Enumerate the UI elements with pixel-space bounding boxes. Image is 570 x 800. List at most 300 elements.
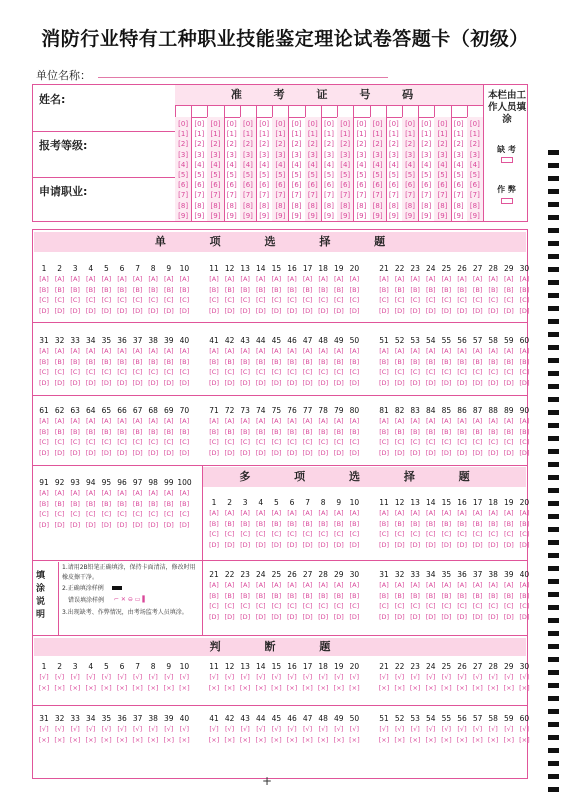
- answer-bubble[interactable]: [B]: [394, 357, 405, 366]
- answer-bubble[interactable]: [A]: [457, 417, 467, 425]
- answer-bubble[interactable]: [B]: [179, 427, 190, 436]
- answer-bubble[interactable]: [√]: [101, 673, 111, 681]
- digit-bubble[interactable]: [1]: [388, 130, 399, 139]
- answer-bubble[interactable]: [D]: [163, 378, 174, 387]
- answer-bubble[interactable]: [B]: [441, 285, 452, 294]
- answer-bubble[interactable]: [A]: [394, 509, 405, 517]
- answer-bubble[interactable]: [×]: [317, 683, 329, 692]
- digit-bubble[interactable]: [0]: [437, 120, 448, 128]
- answer-bubble[interactable]: [D]: [488, 448, 499, 457]
- answer-bubble[interactable]: [A]: [488, 509, 498, 517]
- digit-bubble[interactable]: [0]: [178, 120, 189, 128]
- answer-bubble[interactable]: [C]: [209, 438, 219, 446]
- digit-bubble[interactable]: [6]: [307, 181, 318, 190]
- answer-bubble[interactable]: [D]: [349, 448, 360, 457]
- answer-bubble[interactable]: [D]: [488, 378, 499, 387]
- answer-bubble[interactable]: [A]: [271, 347, 282, 355]
- answer-bubble[interactable]: [C]: [410, 296, 420, 304]
- answer-bubble[interactable]: [√]: [302, 725, 313, 733]
- answer-bubble[interactable]: [D]: [425, 306, 436, 315]
- answer-bubble[interactable]: [×]: [333, 735, 345, 744]
- answer-bubble[interactable]: [A]: [302, 347, 313, 355]
- digit-bubble[interactable]: [3]: [356, 150, 367, 159]
- digit-bubble[interactable]: [8]: [194, 201, 205, 210]
- answer-bubble[interactable]: [D]: [85, 306, 96, 315]
- digit-bubble[interactable]: [2]: [372, 140, 383, 149]
- answer-bubble[interactable]: [C]: [224, 438, 235, 446]
- digit-bubble[interactable]: [0]: [242, 120, 253, 128]
- answer-bubble[interactable]: [×]: [239, 735, 251, 744]
- answer-bubble[interactable]: [C]: [472, 368, 483, 376]
- digit-bubble[interactable]: [6]: [469, 181, 480, 190]
- digit-bubble[interactable]: [4]: [388, 160, 399, 169]
- digit-bubble[interactable]: [2]: [226, 140, 237, 149]
- answer-bubble[interactable]: [√]: [426, 673, 436, 681]
- answer-bubble[interactable]: [C]: [302, 530, 313, 538]
- answer-bubble[interactable]: [B]: [256, 357, 266, 366]
- answer-bubble[interactable]: [C]: [117, 510, 127, 518]
- answer-bubble[interactable]: [C]: [394, 530, 405, 538]
- answer-bubble[interactable]: [C]: [379, 602, 389, 610]
- answer-bubble[interactable]: [A]: [70, 489, 80, 497]
- digit-bubble[interactable]: [8]: [324, 201, 334, 210]
- answer-bubble[interactable]: [×]: [224, 683, 235, 692]
- digit-bubble[interactable]: [7]: [405, 191, 415, 200]
- answer-bubble[interactable]: [C]: [349, 438, 360, 446]
- answer-bubble[interactable]: [D]: [519, 378, 530, 387]
- digit-bubble[interactable]: [2]: [210, 140, 221, 149]
- answer-bubble[interactable]: [D]: [271, 378, 282, 387]
- answer-bubble[interactable]: [A]: [349, 275, 360, 283]
- digit-bubble[interactable]: [7]: [194, 191, 205, 200]
- digit-bubble[interactable]: [2]: [469, 140, 480, 149]
- answer-bubble[interactable]: [D]: [271, 448, 282, 457]
- answer-bubble[interactable]: [D]: [519, 306, 530, 315]
- answer-bubble[interactable]: [C]: [488, 530, 498, 538]
- answer-bubble[interactable]: [A]: [349, 509, 360, 517]
- answer-bubble[interactable]: [B]: [54, 499, 65, 508]
- answer-bubble[interactable]: [A]: [334, 581, 344, 589]
- answer-bubble[interactable]: [C]: [148, 368, 158, 376]
- answer-bubble[interactable]: [B]: [410, 591, 420, 600]
- answer-bubble[interactable]: [A]: [164, 417, 174, 425]
- answer-bubble[interactable]: [A]: [349, 581, 360, 589]
- answer-bubble[interactable]: [A]: [256, 275, 266, 283]
- answer-bubble[interactable]: [B]: [224, 591, 235, 600]
- answer-bubble[interactable]: [A]: [287, 417, 297, 425]
- answer-bubble[interactable]: [D]: [132, 306, 143, 315]
- digit-bubble[interactable]: [1]: [307, 130, 318, 139]
- answer-bubble[interactable]: [D]: [488, 612, 499, 621]
- answer-bubble[interactable]: [A]: [209, 275, 219, 283]
- digit-bubble[interactable]: [6]: [324, 181, 334, 190]
- answer-bubble[interactable]: [A]: [209, 509, 219, 517]
- answer-bubble[interactable]: [C]: [457, 530, 467, 538]
- answer-bubble[interactable]: [A]: [504, 417, 514, 425]
- answer-bubble[interactable]: [C]: [503, 530, 514, 538]
- digit-bubble[interactable]: [0]: [226, 120, 237, 128]
- digit-bubble[interactable]: [3]: [324, 150, 334, 159]
- answer-bubble[interactable]: [A]: [504, 275, 514, 283]
- answer-bubble[interactable]: [A]: [287, 347, 297, 355]
- answer-bubble[interactable]: [B]: [132, 357, 143, 366]
- answer-bubble[interactable]: [A]: [334, 347, 344, 355]
- digit-bubble[interactable]: [9]: [388, 211, 399, 220]
- answer-bubble[interactable]: [C]: [333, 368, 344, 376]
- answer-bubble[interactable]: [√]: [39, 673, 49, 681]
- answer-bubble[interactable]: [A]: [488, 581, 498, 589]
- answer-bubble[interactable]: [√]: [209, 725, 219, 733]
- digit-bubble[interactable]: [2]: [356, 140, 367, 149]
- answer-bubble[interactable]: [B]: [287, 519, 297, 528]
- answer-bubble[interactable]: [C]: [240, 530, 250, 538]
- answer-bubble[interactable]: [√]: [117, 673, 127, 681]
- answer-bubble[interactable]: [×]: [116, 683, 128, 692]
- answer-bubble[interactable]: [B]: [164, 285, 174, 294]
- answer-bubble[interactable]: [B]: [101, 499, 112, 508]
- answer-bubble[interactable]: [C]: [503, 602, 514, 610]
- answer-bubble[interactable]: [×]: [85, 683, 97, 692]
- digit-bubble[interactable]: [9]: [226, 211, 237, 220]
- digit-bubble[interactable]: [3]: [291, 150, 302, 159]
- answer-bubble[interactable]: [C]: [333, 438, 344, 446]
- answer-bubble[interactable]: [A]: [504, 581, 514, 589]
- digit-bubble[interactable]: [0]: [291, 120, 302, 128]
- answer-bubble[interactable]: [B]: [256, 285, 266, 294]
- answer-bubble[interactable]: [A]: [426, 275, 436, 283]
- answer-bubble[interactable]: [×]: [441, 735, 452, 744]
- answer-bubble[interactable]: [√]: [271, 673, 281, 681]
- answer-bubble[interactable]: [A]: [488, 347, 498, 355]
- answer-bubble[interactable]: [C]: [179, 510, 190, 518]
- answer-bubble[interactable]: [A]: [457, 581, 467, 589]
- digit-bubble[interactable]: [1]: [469, 130, 480, 139]
- digit-bubble[interactable]: [9]: [421, 211, 432, 220]
- answer-bubble[interactable]: [C]: [302, 438, 313, 446]
- digit-bubble[interactable]: [4]: [194, 160, 205, 169]
- answer-bubble[interactable]: [C]: [349, 530, 360, 538]
- digit-bubble[interactable]: [4]: [453, 160, 464, 169]
- answer-bubble[interactable]: [×]: [503, 683, 515, 692]
- answer-bubble[interactable]: [B]: [70, 499, 80, 508]
- answer-bubble[interactable]: [√]: [117, 725, 127, 733]
- answer-bubble[interactable]: [A]: [209, 417, 219, 425]
- answer-bubble[interactable]: [B]: [240, 285, 250, 294]
- digit-bubble[interactable]: [4]: [307, 160, 318, 169]
- digit-bubble[interactable]: [3]: [242, 150, 253, 159]
- answer-bubble[interactable]: [×]: [286, 683, 298, 692]
- answer-bubble[interactable]: [C]: [441, 438, 452, 446]
- answer-bubble[interactable]: [A]: [86, 275, 96, 283]
- answer-bubble[interactable]: [D]: [132, 378, 143, 387]
- answer-bubble[interactable]: [D]: [378, 540, 390, 549]
- answer-bubble[interactable]: [A]: [472, 417, 483, 425]
- answer-bubble[interactable]: [D]: [224, 378, 235, 387]
- answer-bubble[interactable]: [×]: [179, 735, 190, 744]
- answer-bubble[interactable]: [C]: [240, 602, 250, 610]
- unit-name-field[interactable]: [98, 77, 388, 78]
- answer-bubble[interactable]: [A]: [256, 417, 266, 425]
- digit-bubble[interactable]: [7]: [437, 191, 448, 200]
- answer-bubble[interactable]: [A]: [302, 581, 313, 589]
- answer-bubble[interactable]: [C]: [224, 368, 235, 376]
- digit-bubble[interactable]: [7]: [259, 191, 270, 200]
- digit-bubble[interactable]: [6]: [291, 181, 302, 190]
- answer-bubble[interactable]: [D]: [101, 306, 112, 315]
- answer-bubble[interactable]: [C]: [85, 438, 96, 446]
- answer-bubble[interactable]: [√]: [334, 673, 344, 681]
- answer-bubble[interactable]: [B]: [224, 427, 235, 436]
- answer-bubble[interactable]: [C]: [271, 530, 282, 538]
- answer-bubble[interactable]: [√]: [179, 673, 189, 681]
- digit-bubble[interactable]: [2]: [275, 140, 286, 149]
- answer-bubble[interactable]: [√]: [164, 673, 174, 681]
- answer-bubble[interactable]: [×]: [132, 683, 143, 692]
- answer-bubble[interactable]: [B]: [287, 591, 297, 600]
- answer-bubble[interactable]: [√]: [472, 725, 483, 733]
- answer-bubble[interactable]: [D]: [456, 612, 468, 621]
- answer-bubble[interactable]: [B]: [101, 285, 112, 294]
- answer-bubble[interactable]: [A]: [101, 347, 112, 355]
- answer-bubble[interactable]: [√]: [379, 725, 389, 733]
- answer-bubble[interactable]: [C]: [410, 602, 420, 610]
- answer-bubble[interactable]: [√]: [379, 673, 389, 681]
- answer-bubble[interactable]: [×]: [255, 683, 267, 692]
- answer-bubble[interactable]: [A]: [394, 581, 405, 589]
- answer-bubble[interactable]: [A]: [224, 347, 235, 355]
- answer-bubble[interactable]: [D]: [456, 540, 468, 549]
- answer-bubble[interactable]: [×]: [409, 683, 421, 692]
- answer-bubble[interactable]: [D]: [318, 306, 329, 315]
- answer-bubble[interactable]: [√]: [132, 725, 143, 733]
- answer-bubble[interactable]: [D]: [286, 612, 298, 621]
- answer-bubble[interactable]: [C]: [441, 530, 452, 538]
- digit-bubble[interactable]: [3]: [226, 150, 237, 159]
- answer-bubble[interactable]: [B]: [426, 591, 436, 600]
- answer-bubble[interactable]: [D]: [378, 306, 390, 315]
- answer-bubble[interactable]: [B]: [132, 285, 143, 294]
- digit-bubble[interactable]: [3]: [453, 150, 464, 159]
- answer-bubble[interactable]: [B]: [410, 357, 420, 366]
- answer-bubble[interactable]: [D]: [148, 306, 159, 315]
- answer-bubble[interactable]: [A]: [117, 347, 127, 355]
- answer-bubble[interactable]: [×]: [349, 735, 360, 744]
- answer-bubble[interactable]: [A]: [39, 489, 49, 497]
- answer-bubble[interactable]: [B]: [54, 285, 65, 294]
- answer-bubble[interactable]: [D]: [333, 448, 344, 457]
- answer-bubble[interactable]: [×]: [317, 735, 329, 744]
- answer-bubble[interactable]: [C]: [488, 296, 498, 304]
- digit-bubble[interactable]: [2]: [421, 140, 432, 149]
- answer-bubble[interactable]: [C]: [101, 438, 112, 446]
- answer-bubble[interactable]: [D]: [441, 378, 452, 387]
- answer-bubble[interactable]: [B]: [488, 285, 498, 294]
- answer-bubble[interactable]: [A]: [179, 347, 190, 355]
- answer-bubble[interactable]: [D]: [472, 448, 483, 457]
- answer-bubble[interactable]: [D]: [286, 306, 298, 315]
- digit-bubble[interactable]: [6]: [178, 181, 189, 190]
- answer-bubble[interactable]: [A]: [271, 581, 282, 589]
- answer-bubble[interactable]: [√]: [441, 673, 451, 681]
- answer-bubble[interactable]: [D]: [163, 520, 174, 529]
- digit-bubble[interactable]: [1]: [340, 130, 351, 139]
- digit-bubble[interactable]: [6]: [340, 181, 351, 190]
- answer-bubble[interactable]: [D]: [240, 378, 251, 387]
- answer-bubble[interactable]: [C]: [488, 602, 498, 610]
- answer-bubble[interactable]: [A]: [240, 275, 250, 283]
- answer-bubble[interactable]: [B]: [441, 519, 452, 528]
- answer-bubble[interactable]: [×]: [425, 683, 437, 692]
- answer-bubble[interactable]: [B]: [256, 591, 266, 600]
- answer-bubble[interactable]: [B]: [209, 519, 219, 528]
- answer-bubble[interactable]: [C]: [179, 438, 190, 446]
- answer-bubble[interactable]: [×]: [85, 735, 97, 744]
- answer-bubble[interactable]: [A]: [426, 347, 436, 355]
- digit-bubble[interactable]: [1]: [421, 130, 432, 139]
- answer-bubble[interactable]: [D]: [302, 378, 313, 387]
- answer-bubble[interactable]: [D]: [224, 612, 235, 621]
- answer-bubble[interactable]: [B]: [472, 427, 483, 436]
- answer-bubble[interactable]: [√]: [334, 725, 344, 733]
- answer-bubble[interactable]: [D]: [240, 612, 251, 621]
- digit-bubble[interactable]: [1]: [242, 130, 253, 139]
- digit-bubble[interactable]: [2]: [178, 140, 189, 149]
- answer-bubble[interactable]: [D]: [286, 540, 298, 549]
- digit-bubble[interactable]: [2]: [194, 140, 205, 149]
- digit-bubble[interactable]: [5]: [194, 171, 205, 179]
- answer-bubble[interactable]: [C]: [70, 296, 80, 304]
- answer-bubble[interactable]: [D]: [70, 448, 81, 457]
- answer-bubble[interactable]: [B]: [426, 357, 436, 366]
- answer-bubble[interactable]: [B]: [457, 519, 467, 528]
- answer-bubble[interactable]: [D]: [224, 306, 235, 315]
- answer-bubble[interactable]: [C]: [132, 296, 143, 304]
- digit-bubble[interactable]: [1]: [372, 130, 383, 139]
- digit-bubble[interactable]: [5]: [307, 171, 318, 179]
- answer-bubble[interactable]: [√]: [287, 725, 297, 733]
- answer-bubble[interactable]: [A]: [379, 417, 389, 425]
- answer-bubble[interactable]: [B]: [240, 357, 250, 366]
- answer-bubble[interactable]: [×]: [519, 735, 530, 744]
- answer-bubble[interactable]: [C]: [318, 602, 328, 610]
- answer-bubble[interactable]: [C]: [410, 438, 420, 446]
- answer-bubble[interactable]: [B]: [349, 427, 360, 436]
- digit-bubble[interactable]: [4]: [437, 160, 448, 169]
- answer-bubble[interactable]: [A]: [148, 489, 158, 497]
- digit-bubble[interactable]: [5]: [356, 171, 367, 179]
- digit-bubble[interactable]: [2]: [340, 140, 351, 149]
- answer-bubble[interactable]: [C]: [224, 296, 235, 304]
- answer-bubble[interactable]: [A]: [426, 581, 436, 589]
- answer-bubble[interactable]: [A]: [318, 347, 328, 355]
- answer-bubble[interactable]: [A]: [54, 347, 65, 355]
- digit-bubble[interactable]: [4]: [275, 160, 286, 169]
- answer-bubble[interactable]: [B]: [318, 357, 328, 366]
- answer-bubble[interactable]: [B]: [101, 357, 112, 366]
- answer-bubble[interactable]: [B]: [504, 427, 514, 436]
- answer-bubble[interactable]: [B]: [287, 427, 297, 436]
- answer-bubble[interactable]: [D]: [38, 306, 50, 315]
- digit-bubble[interactable]: [6]: [194, 181, 205, 190]
- answer-bubble[interactable]: [A]: [164, 347, 174, 355]
- answer-bubble[interactable]: [√]: [240, 725, 250, 733]
- answer-bubble[interactable]: [C]: [39, 296, 49, 304]
- answer-bubble[interactable]: [A]: [394, 275, 405, 283]
- answer-bubble[interactable]: [√]: [148, 725, 158, 733]
- answer-bubble[interactable]: [C]: [255, 438, 266, 446]
- digit-bubble[interactable]: [8]: [242, 201, 253, 210]
- answer-bubble[interactable]: [A]: [349, 347, 360, 355]
- answer-bubble[interactable]: [√]: [410, 673, 420, 681]
- answer-bubble[interactable]: [A]: [164, 489, 174, 497]
- answer-bubble[interactable]: [√]: [394, 673, 405, 681]
- digit-bubble[interactable]: [5]: [226, 171, 237, 179]
- answer-bubble[interactable]: [B]: [164, 499, 174, 508]
- digit-bubble[interactable]: [8]: [372, 201, 383, 210]
- answer-bubble[interactable]: [D]: [255, 612, 266, 621]
- digit-bubble[interactable]: [6]: [405, 181, 415, 190]
- answer-bubble[interactable]: [B]: [379, 591, 389, 600]
- answer-bubble[interactable]: [B]: [488, 591, 498, 600]
- digit-bubble[interactable]: [2]: [291, 140, 302, 149]
- answer-bubble[interactable]: [B]: [349, 591, 360, 600]
- answer-bubble[interactable]: [C]: [488, 438, 498, 446]
- answer-bubble[interactable]: [A]: [224, 275, 235, 283]
- answer-bubble[interactable]: [B]: [86, 427, 96, 436]
- digit-bubble[interactable]: [8]: [421, 201, 432, 210]
- answer-bubble[interactable]: [A]: [302, 417, 313, 425]
- answer-bubble[interactable]: [×]: [179, 683, 190, 692]
- answer-bubble[interactable]: [√]: [256, 725, 266, 733]
- answer-bubble[interactable]: [B]: [334, 519, 344, 528]
- answer-bubble[interactable]: [×]: [286, 735, 298, 744]
- answer-bubble[interactable]: [C]: [179, 368, 190, 376]
- answer-bubble[interactable]: [√]: [302, 673, 313, 681]
- answer-bubble[interactable]: [B]: [240, 591, 250, 600]
- answer-bubble[interactable]: [B]: [394, 285, 405, 294]
- answer-bubble[interactable]: [C]: [224, 602, 235, 610]
- answer-bubble[interactable]: [A]: [86, 347, 96, 355]
- answer-bubble[interactable]: [D]: [378, 448, 390, 457]
- digit-bubble[interactable]: [0]: [453, 120, 464, 128]
- answer-bubble[interactable]: [C]: [70, 438, 80, 446]
- digit-bubble[interactable]: [9]: [372, 211, 383, 220]
- digit-bubble[interactable]: [2]: [405, 140, 415, 149]
- answer-bubble[interactable]: [D]: [255, 306, 266, 315]
- answer-bubble[interactable]: [B]: [472, 285, 483, 294]
- answer-bubble[interactable]: [A]: [504, 347, 514, 355]
- digit-bubble[interactable]: [5]: [340, 171, 351, 179]
- digit-bubble[interactable]: [3]: [340, 150, 351, 159]
- answer-bubble[interactable]: [D]: [70, 520, 81, 529]
- answer-bubble[interactable]: [A]: [240, 417, 250, 425]
- answer-bubble[interactable]: [A]: [224, 581, 235, 589]
- true-false-grid[interactable]: [34, 656, 530, 776]
- answer-bubble[interactable]: [√]: [148, 673, 158, 681]
- answer-bubble[interactable]: [C]: [271, 438, 282, 446]
- digit-bubble[interactable]: [7]: [242, 191, 253, 200]
- digit-bubble[interactable]: [6]: [242, 181, 253, 190]
- answer-bubble[interactable]: [B]: [271, 519, 282, 528]
- answer-bubble[interactable]: [C]: [441, 368, 452, 376]
- answer-bubble[interactable]: [C]: [519, 368, 530, 376]
- answer-bubble[interactable]: [D]: [519, 540, 530, 549]
- answer-bubble[interactable]: [√]: [410, 725, 420, 733]
- answer-bubble[interactable]: [D]: [503, 448, 514, 457]
- answer-bubble[interactable]: [D]: [349, 612, 360, 621]
- answer-bubble[interactable]: [C]: [318, 530, 328, 538]
- answer-bubble[interactable]: [×]: [456, 683, 468, 692]
